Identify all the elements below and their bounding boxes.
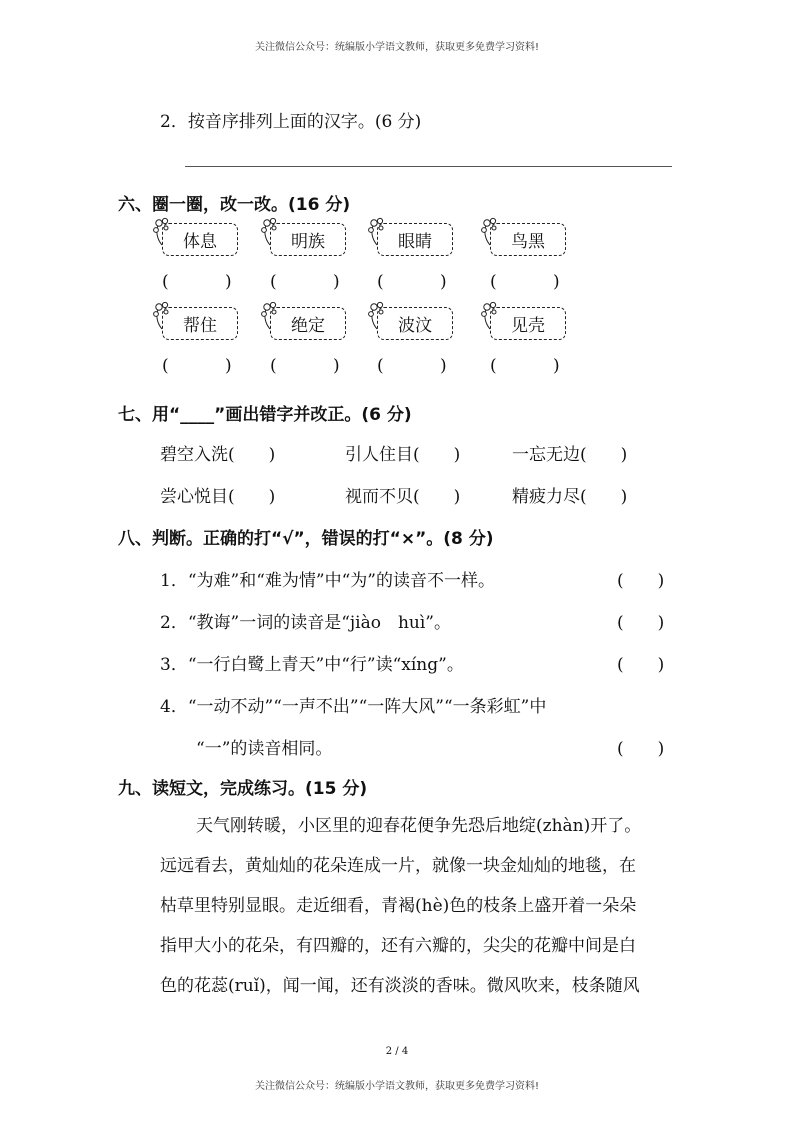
word-card bbox=[162, 307, 238, 340]
judge-blank: ( ) bbox=[617, 739, 665, 759]
passage-line: 天气刚转暖，小区里的迎春花便争先恐后地绽(zhàn)开了。 bbox=[196, 816, 642, 836]
correction-item: 视而不贝( ) bbox=[345, 487, 461, 507]
flower-decoration-icon bbox=[259, 217, 281, 247]
word-card-text: 见壳 bbox=[511, 316, 545, 336]
answer-paren-open: ( bbox=[162, 356, 169, 376]
answer-paren-open: ( bbox=[377, 356, 384, 376]
judge-item: 1．“为难”和“难为情”中“为”的读音不一样。 bbox=[160, 571, 495, 591]
word-card bbox=[490, 307, 566, 340]
flower-decoration-icon bbox=[479, 217, 501, 247]
passage-line: 远远看去，黄灿灿的花朵连成一片，就像一块金灿灿的地毯，在 bbox=[160, 856, 636, 876]
word-card bbox=[162, 223, 238, 256]
section-8-title: 八、判断。正确的打“√”，错误的打“×”。(8 分) bbox=[118, 529, 494, 549]
header-note: 关注微信公众号：统编版小学语文教师，获取更多免费学习资料! bbox=[254, 42, 539, 53]
word-card-text: 明族 bbox=[291, 232, 325, 252]
answer-line bbox=[185, 166, 672, 167]
answer-paren-close: ) bbox=[333, 272, 340, 292]
answer-paren-open: ( bbox=[162, 272, 169, 292]
flower-decoration-icon bbox=[479, 301, 501, 331]
answer-paren-open: ( bbox=[270, 356, 277, 376]
footer-note: 关注微信公众号：统编版小学语文教师，获取更多免费学习资料! bbox=[254, 1081, 539, 1092]
judge-item: 2．“教诲”一词的读音是“jiào huì”。 bbox=[160, 613, 451, 633]
flower-decoration-icon bbox=[151, 301, 173, 331]
answer-paren-close: ) bbox=[553, 272, 560, 292]
answer-paren-close: ) bbox=[225, 356, 232, 376]
flower-decoration-icon bbox=[151, 217, 173, 247]
word-card bbox=[270, 223, 346, 256]
passage-line: 枯草里特别显眼。走近细看，青褐(hè)色的枝条上盛开着一朵朵 bbox=[160, 896, 637, 916]
judge-blank: ( ) bbox=[617, 655, 665, 675]
judge-blank: ( ) bbox=[617, 571, 665, 591]
correction-item: 精疲力尽( ) bbox=[512, 487, 628, 507]
flower-decoration-icon bbox=[366, 301, 388, 331]
answer-paren-close: ) bbox=[333, 356, 340, 376]
correction-item: 碧空入洗( ) bbox=[160, 445, 276, 465]
answer-paren-close: ) bbox=[440, 272, 447, 292]
answer-paren-close: ) bbox=[225, 272, 232, 292]
section-9-title: 九、读短文，完成练习。(15 分) bbox=[118, 779, 368, 799]
word-card-text: 鸟黑 bbox=[511, 232, 545, 252]
correction-item: 尝心悦目( ) bbox=[160, 487, 276, 507]
passage-line: 色的花蕊(ruǐ)，闻一闻，还有淡淡的香味。微风吹来，枝条随风 bbox=[160, 976, 640, 996]
judge-blank: ( ) bbox=[617, 613, 665, 633]
word-card bbox=[377, 307, 453, 340]
correction-item: 引人住目( ) bbox=[345, 445, 461, 465]
flower-decoration-icon bbox=[259, 301, 281, 331]
word-card bbox=[377, 223, 453, 256]
answer-paren-close: ) bbox=[553, 356, 560, 376]
answer-paren-close: ) bbox=[440, 356, 447, 376]
question-5-part-2: 2．按音序排列上面的汉字。(6 分) bbox=[160, 112, 422, 132]
correction-item: 一忘无边( ) bbox=[512, 445, 628, 465]
page-number: 2 / 4 bbox=[385, 1046, 409, 1057]
word-card-text: 波汶 bbox=[398, 316, 432, 336]
passage-line: 指甲大小的花朵，有四瓣的，还有六瓣的，尖尖的花瓣中间是白 bbox=[160, 936, 636, 956]
judge-item: 4．“一动不动”“一声不出”“一阵大风”“一条彩虹”中 bbox=[160, 697, 547, 717]
word-card bbox=[270, 307, 346, 340]
answer-paren-open: ( bbox=[377, 272, 384, 292]
judge-item-continued: “一”的读音相同。 bbox=[196, 739, 333, 759]
section-7-title: 七、用“____”画出错字并改正。(6 分) bbox=[118, 405, 412, 425]
answer-paren-open: ( bbox=[490, 356, 497, 376]
word-card bbox=[490, 223, 566, 256]
word-card-text: 眼睛 bbox=[398, 232, 432, 252]
word-card-text: 体息 bbox=[183, 232, 217, 252]
answer-paren-open: ( bbox=[270, 272, 277, 292]
word-card-text: 绝定 bbox=[291, 316, 325, 336]
section-6-title: 六、圈一圈，改一改。(16 分) bbox=[118, 195, 351, 215]
word-card-text: 帮住 bbox=[183, 316, 217, 336]
judge-item: 3．“一行白鹭上青天”中“行”读“xíng”。 bbox=[160, 655, 464, 675]
answer-paren-open: ( bbox=[490, 272, 497, 292]
flower-decoration-icon bbox=[366, 217, 388, 247]
